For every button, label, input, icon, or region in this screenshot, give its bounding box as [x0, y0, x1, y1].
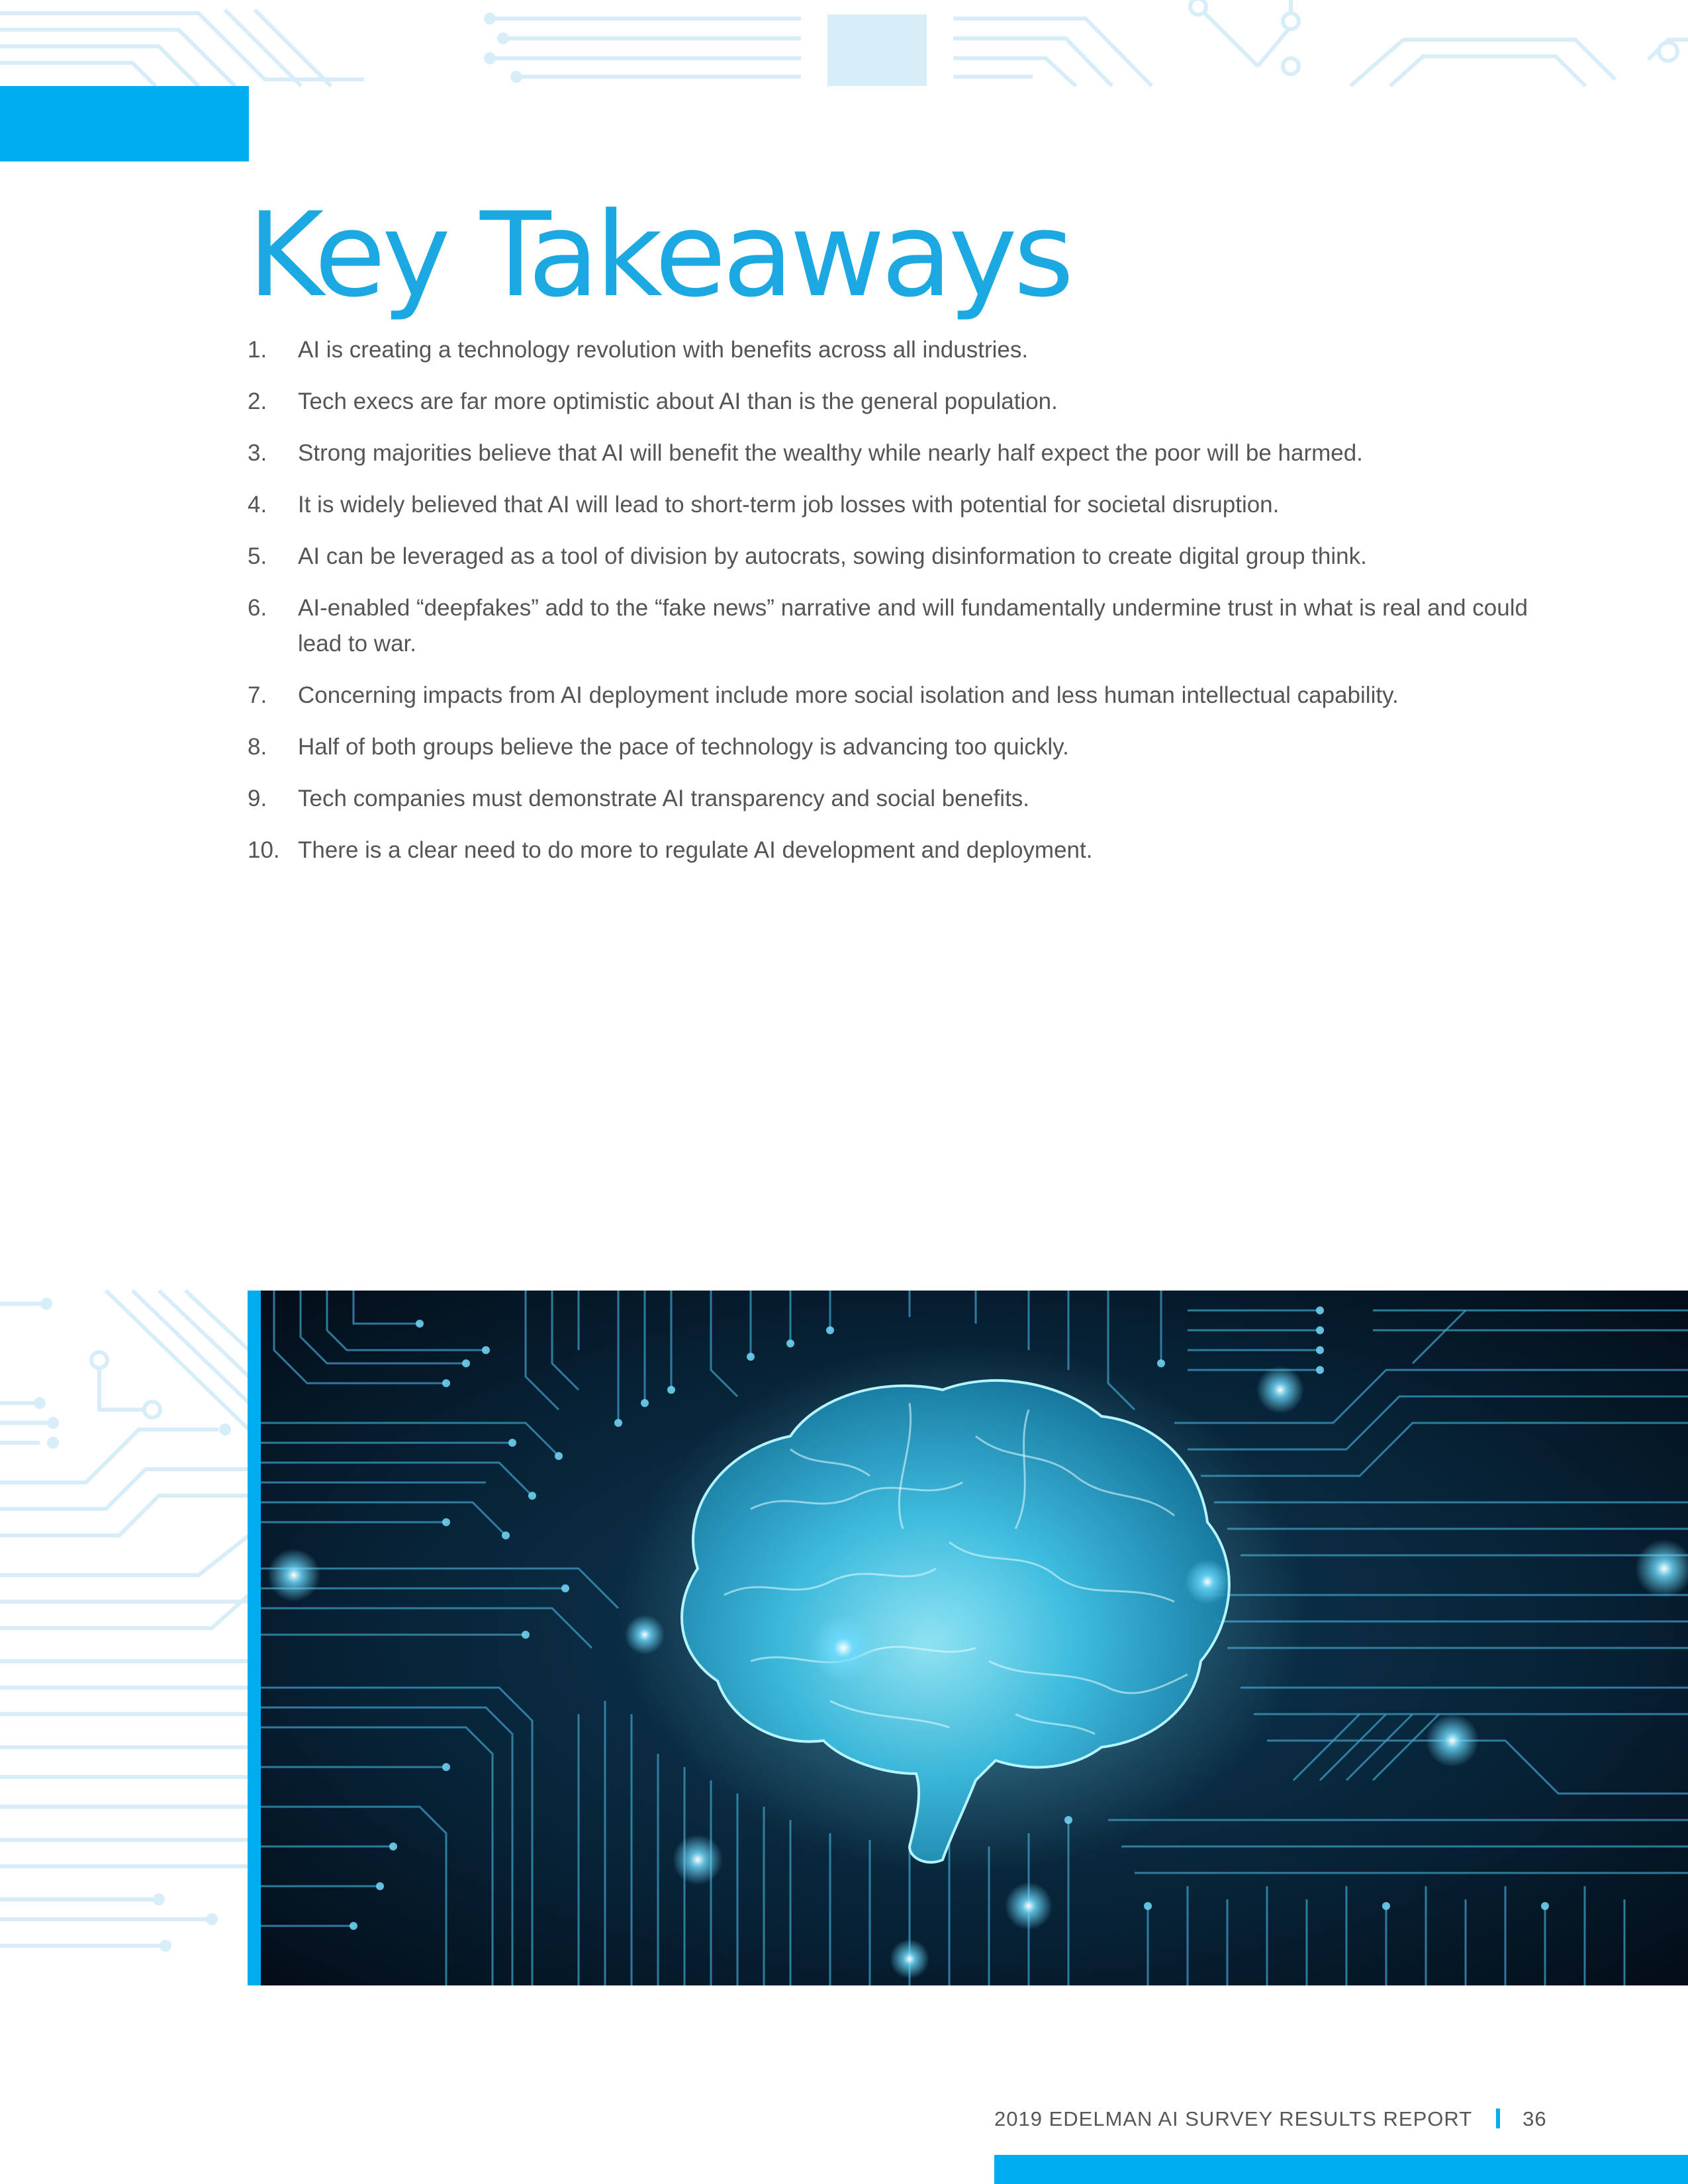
circuit-pattern-top: [0, 0, 1688, 87]
item-number: 6.: [248, 595, 267, 621]
list-item: [248, 678, 1545, 713]
list-item: [248, 435, 1545, 471]
item-number: 2.: [248, 388, 267, 414]
item-text: Tech execs are far more optimistic about AI than is the general population.: [298, 388, 1058, 414]
brain-illustration: [248, 1291, 1688, 1985]
item-number: 4.: [248, 492, 267, 518]
item-text: AI can be leveraged as a tool of division by autocrats, sowing disinformation to create digital group think.: [298, 543, 1367, 569]
item-number: 5.: [248, 543, 267, 569]
list-item: [248, 590, 1545, 662]
item-text: AI-enabled “deepfakes” add to the “fake news” narrative and will fundamentally undermine trust in what is real and could lead to war.: [298, 595, 1528, 657]
item-number: 8.: [248, 734, 267, 760]
list-item: [248, 833, 1545, 868]
takeaways-list: [248, 332, 1545, 884]
list-item: [248, 781, 1545, 817]
item-text: Tech companies must demonstrate AI transparency and social benefits.: [298, 786, 1030, 811]
item-text: There is a clear need to do more to regulate AI development and deployment.: [298, 837, 1093, 863]
item-text: Half of both groups believe the pace of technology is advancing too quickly.: [298, 734, 1069, 760]
page-footer: [994, 2105, 1547, 2134]
item-number: 10.: [248, 837, 280, 863]
item-number: 3.: [248, 440, 267, 466]
item-text: Strong majorities believe that AI will benefit the wealthy while nearly half expect the poor will be harmed.: [298, 440, 1363, 466]
page-title: Key Takeaways: [248, 187, 1070, 323]
accent-bar-top: [0, 86, 249, 161]
item-text: AI is creating a technology revolution with benefits across all industries.: [298, 337, 1029, 363]
brain-circuit-image: [248, 1291, 1688, 1985]
accent-bar-image-edge: [248, 1291, 261, 1985]
list-item: [248, 539, 1545, 574]
report-title: 2019 EDELMAN AI SURVEY RESULTS REPORT: [994, 2107, 1473, 2130]
list-item: [248, 384, 1545, 420]
accent-bar-bottom: [994, 2155, 1688, 2184]
item-number: 7.: [248, 682, 267, 708]
item-number: 9.: [248, 786, 267, 811]
circuit-pattern-left: [0, 1284, 249, 1985]
page-number: 36: [1523, 2107, 1547, 2130]
list-item: [248, 487, 1545, 523]
list-item: [248, 729, 1545, 765]
list-item: [248, 332, 1545, 368]
item-text: It is widely believed that AI will lead to short-term job losses with potential for societal disruption.: [298, 492, 1280, 518]
footer-separator: [1496, 2109, 1500, 2128]
item-number: 1.: [248, 337, 267, 363]
item-text: Concerning impacts from AI deployment include more social isolation and less human intellectual capability.: [298, 682, 1399, 708]
